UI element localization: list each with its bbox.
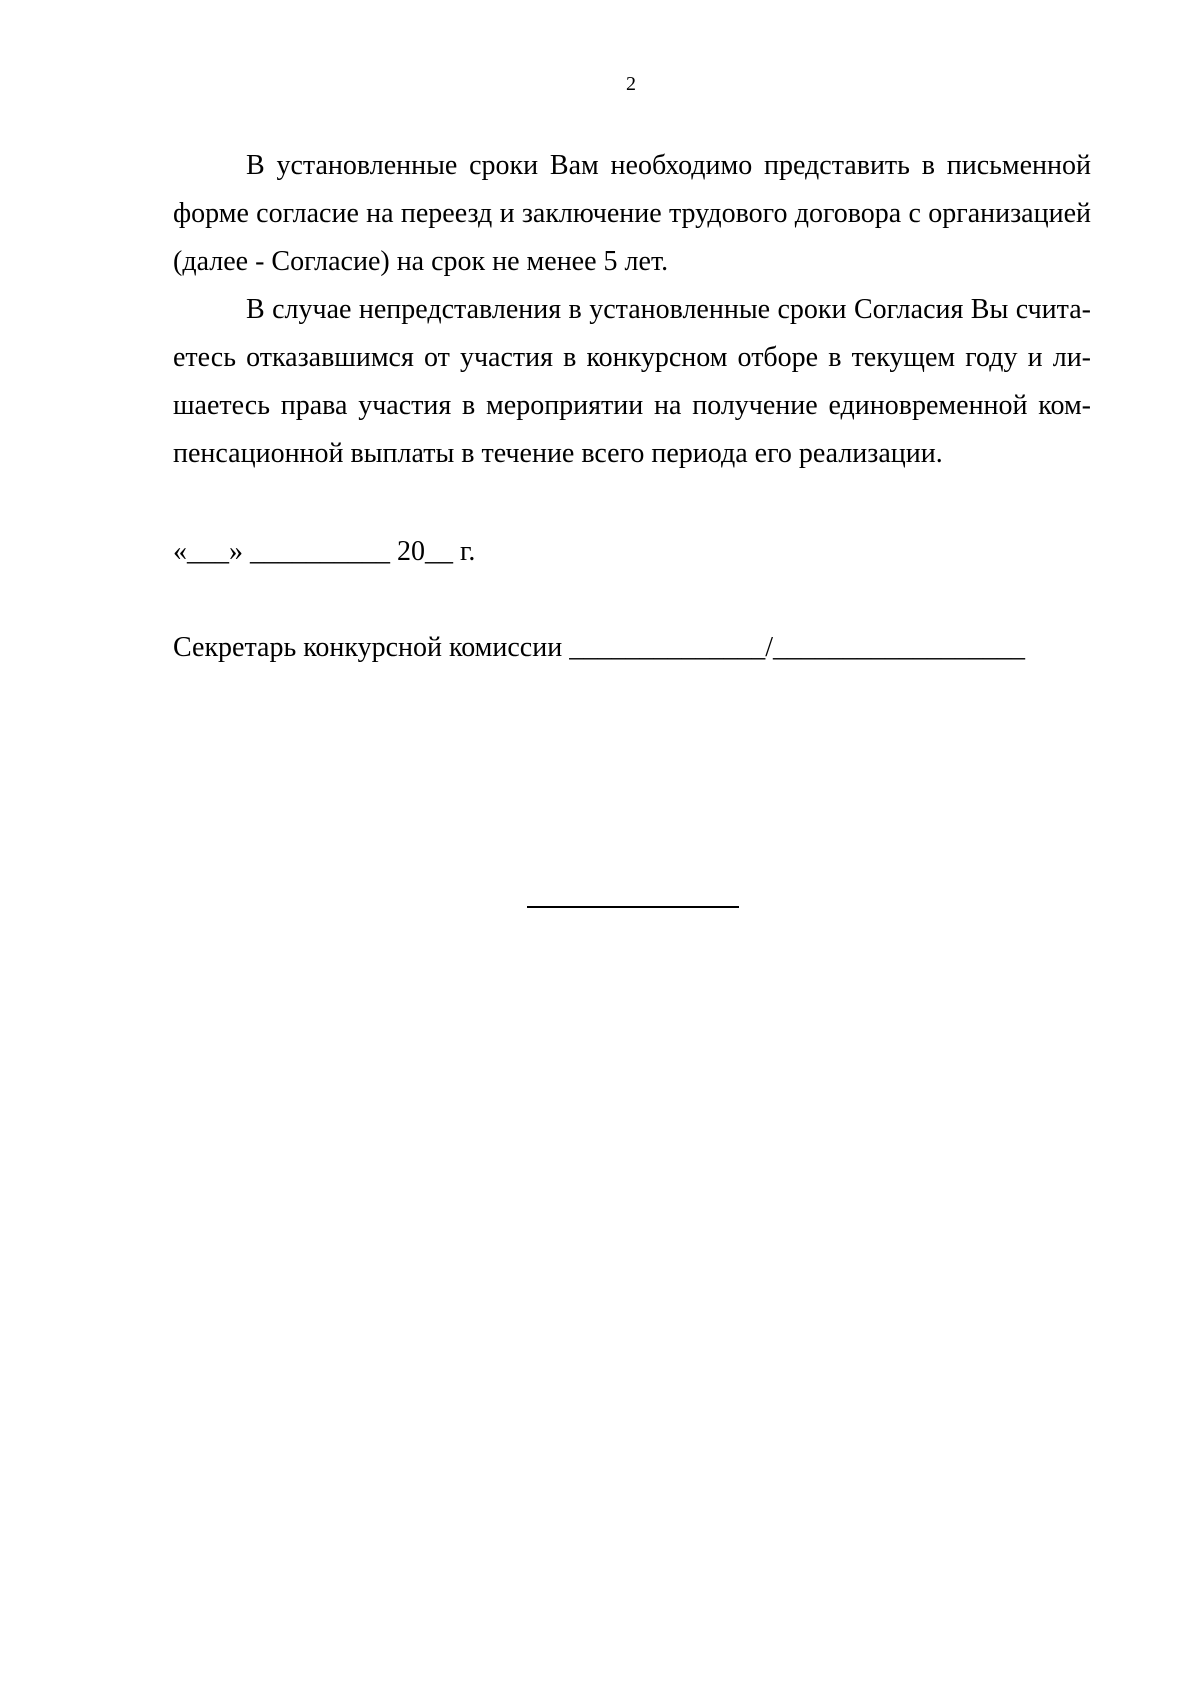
date-field: «___» __________ 20__ г. [173, 536, 476, 567]
end-divider-line [527, 906, 739, 908]
paragraph-refusal-consequence: В случае непредставления в установленные сроки Согласия Вы считаетесь отказавшимся от участия в конкурсном отборе в текущем году и лишаетесь права участия в мероприятии на получение единовременной компенсационной выплаты в течение всего периода его реализации. [173, 294, 1091, 469]
paragraph-consent-deadline: В установленные сроки Вам необходимо представить в письменной форме согласие на переезд и заключение трудового договора с организацией (далее - Согласие) на срок не менее 5 лет. [173, 150, 1091, 277]
secretary-signature-line: Секретарь конкурсной комиссии ______________/__________________ [173, 632, 1025, 663]
page-number: 2 [626, 73, 636, 95]
document-body [173, 142, 1091, 478]
